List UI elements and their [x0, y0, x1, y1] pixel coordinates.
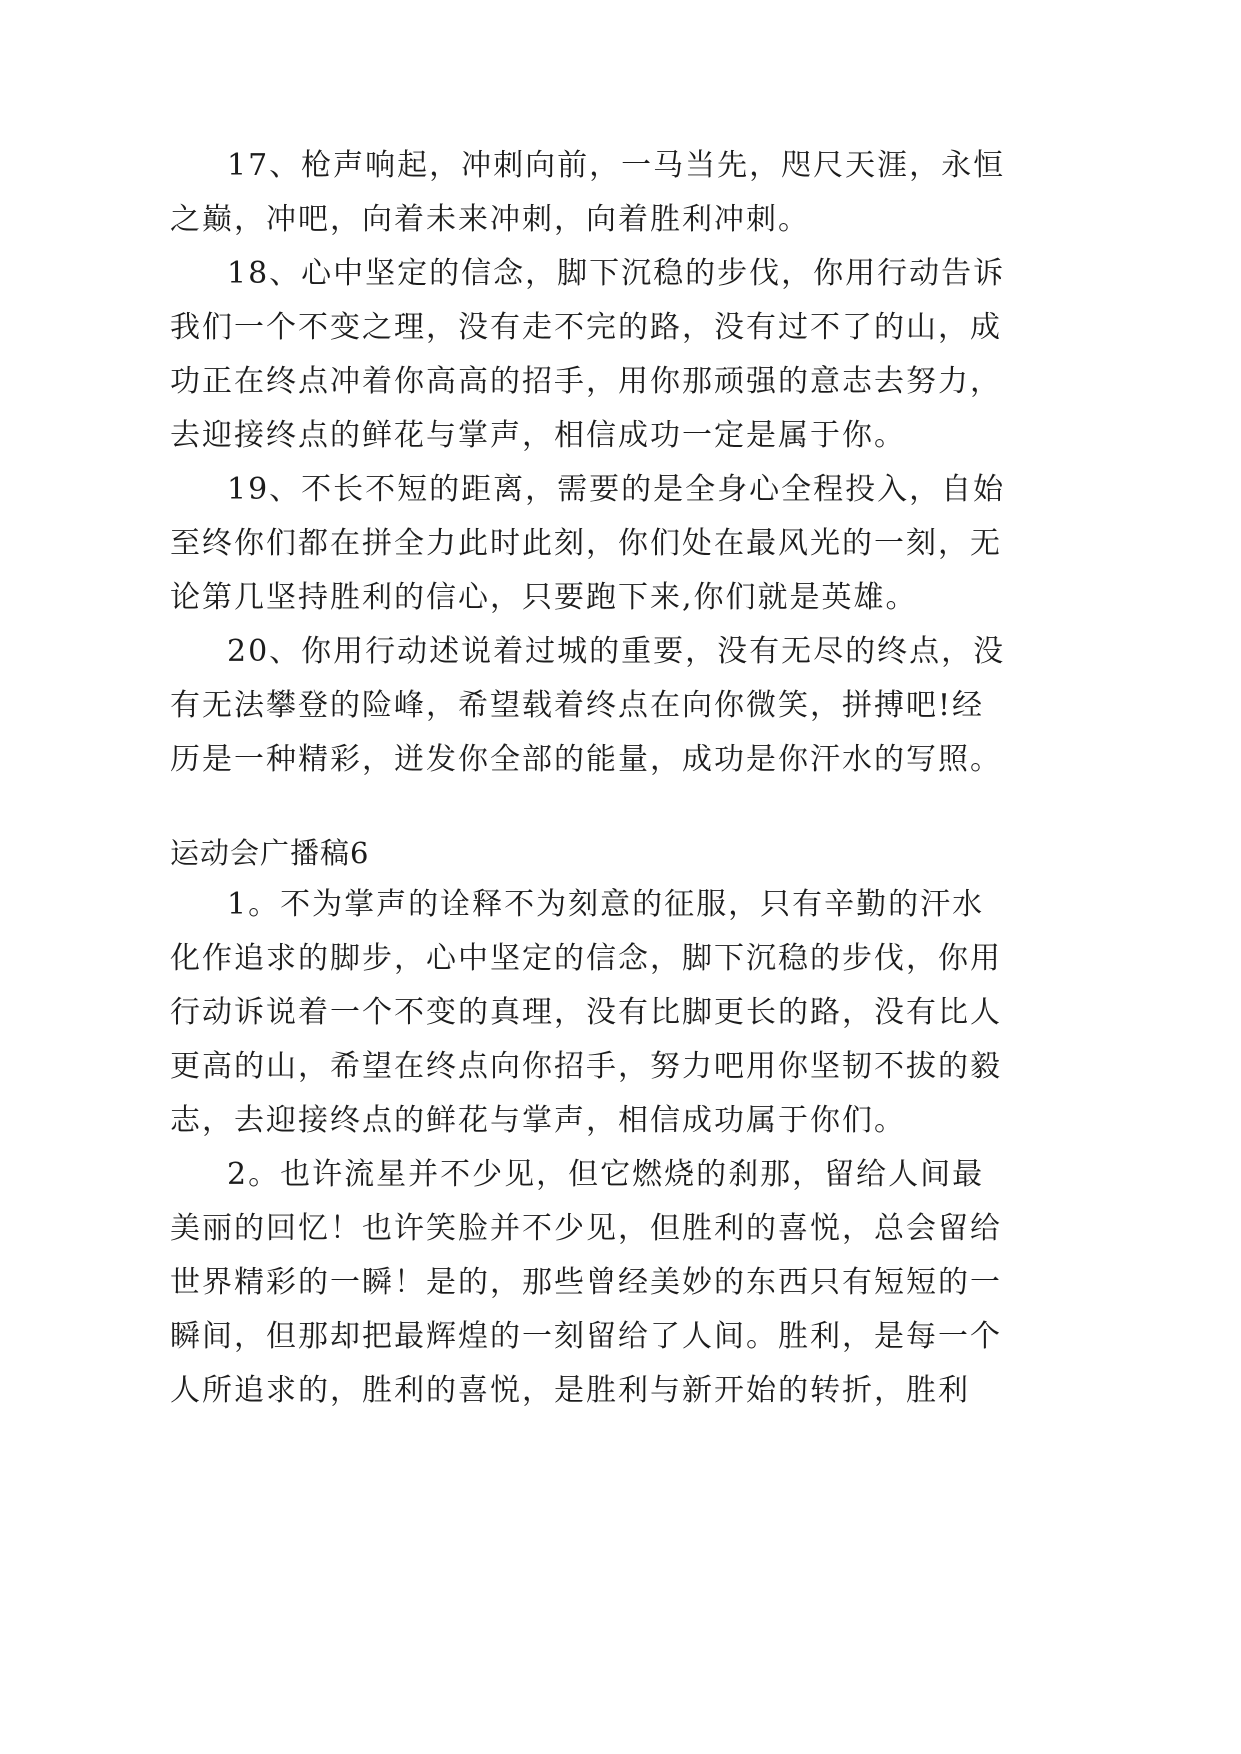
section-title: 运动会广播稿6 — [170, 836, 370, 870]
paragraph-19-line-3: 论第几坚持胜利的信心，只要跑下来,你们就是英雄。 — [170, 580, 918, 615]
section-paragraph-2-line-2: 美丽的回忆！也许笑脸并不少见，但胜利的喜悦，总会留给 — [170, 1211, 1002, 1246]
section-paragraph-1-line-3: 行动诉说着一个不变的真理，没有比脚更长的路，没有比人 — [170, 995, 1002, 1030]
paragraph-20-line-2: 有无法攀登的险峰，希望载着终点在向你微笑，拼搏吧!经 — [170, 688, 985, 723]
paragraph-20-line-1: 20、你用行动述说着过城的重要，没有无尽的终点，没 — [227, 634, 1006, 669]
section-paragraph-1-line-5: 志，去迎接终点的鲜花与掌声，相信成功属于你们。 — [170, 1103, 906, 1138]
paragraph-18-line-4: 去迎接终点的鲜花与掌声，相信成功一定是属于你。 — [170, 418, 906, 453]
paragraph-18-line-3: 功正在终点冲着你高高的招手，用你那顽强的意志去努力， — [170, 364, 1002, 399]
section-paragraph-2-line-3: 世界精彩的一瞬！是的，那些曾经美妙的东西只有短短的一 — [170, 1265, 1002, 1300]
section-paragraph-1-line-2: 化作追求的脚步，心中坚定的信念，脚下沉稳的步伐，你用 — [170, 941, 1002, 976]
section-paragraph-1-line-4: 更高的山，希望在终点向你招手，努力吧用你坚韧不拔的毅 — [170, 1049, 1002, 1084]
paragraph-20-line-3: 历是一种精彩，迸发你全部的能量，成功是你汗水的写照。 — [170, 742, 1002, 777]
paragraph-19-line-1: 19、不长不短的距离，需要的是全身心全程投入，自始 — [227, 472, 1006, 507]
section-paragraph-2-line-4: 瞬间，但那却把最辉煌的一刻留给了人间。胜利，是每一个 — [170, 1319, 1002, 1354]
paragraph-19-line-2: 至终你们都在拼全力此时此刻，你们处在最风光的一刻，无 — [170, 526, 1002, 561]
section-paragraph-1-line-1: 1。不为掌声的诠释不为刻意的征服，只有辛勤的汗水 — [227, 887, 985, 922]
paragraph-18-line-1: 18、心中坚定的信念，脚下沉稳的步伐，你用行动告诉 — [227, 256, 1006, 291]
paragraph-18-line-2: 我们一个不变之理，没有走不完的路，没有过不了的山，成 — [170, 310, 1002, 345]
section-paragraph-2-line-5: 人所追求的，胜利的喜悦，是胜利与新开始的转折，胜利 — [170, 1373, 970, 1408]
paragraph-17-line-2: 之巅，冲吧，向着未来冲刺，向着胜利冲刺。 — [170, 202, 810, 237]
section-paragraph-2-line-1: 2。也许流星并不少见，但它燃烧的刹那，留给人间最 — [227, 1157, 985, 1192]
paragraph-17-line-1: 17、枪声响起，冲刺向前，一马当先，咫尺天涯，永恒 — [227, 148, 1006, 183]
